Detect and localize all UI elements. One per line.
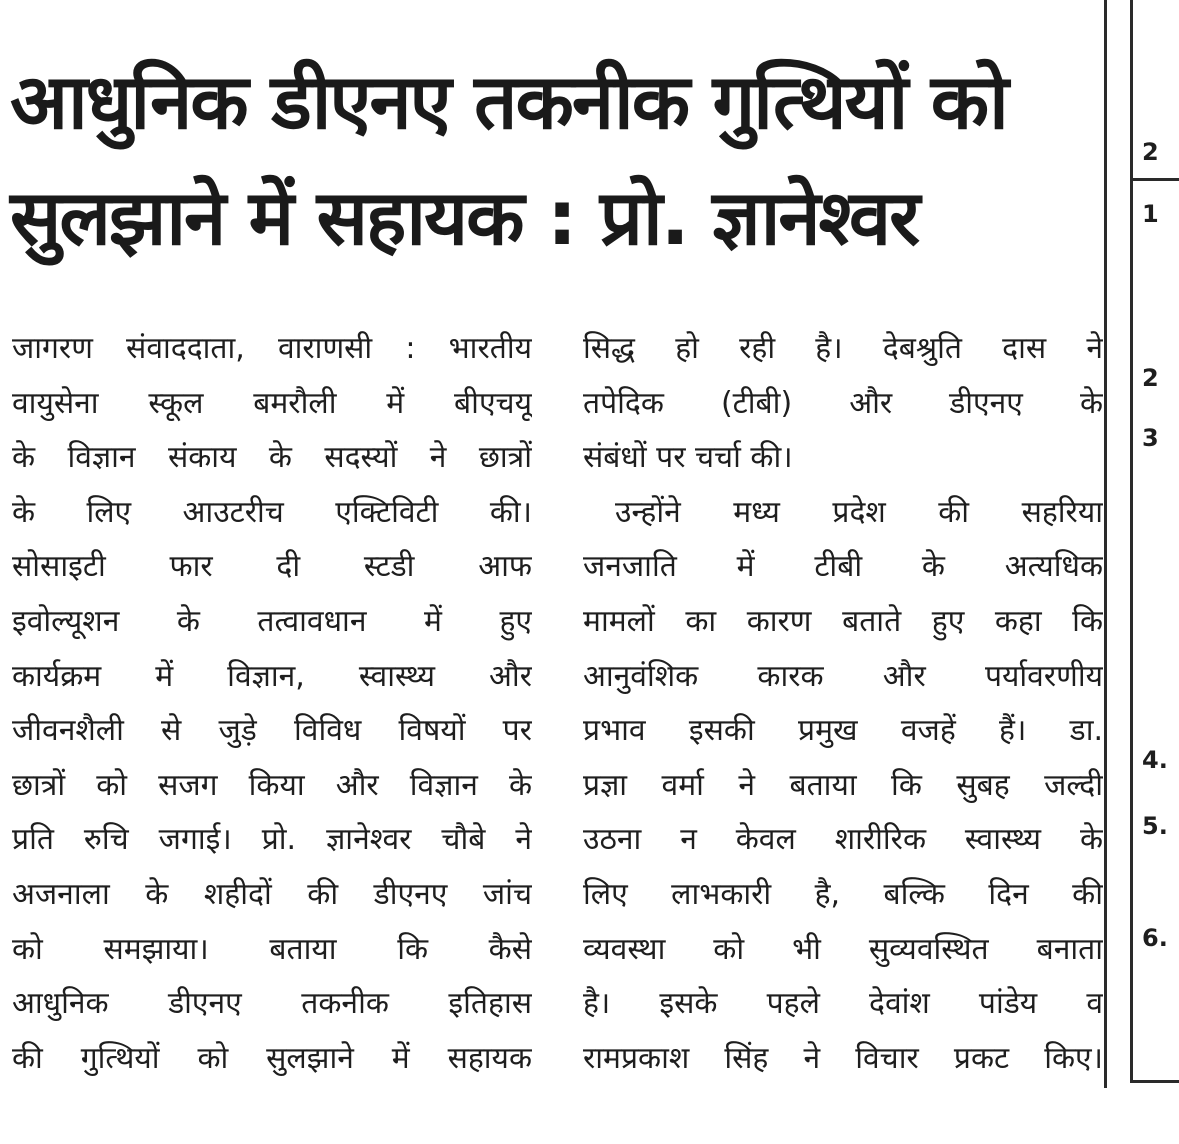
article-column-right	[583, 322, 1103, 1086]
article-line: आधुनिक डीएनए तकनीक इतिहास	[12, 986, 532, 1022]
side-number: 2	[1142, 138, 1159, 166]
article-line: की गुत्थियों को सुलझाने में सहायक	[12, 1040, 532, 1076]
headline-line-1: आधुनिक डीएनए तकनीक गुत्थियों को	[10, 57, 1007, 146]
side-number: 1	[1142, 200, 1159, 228]
headline-line-2: सुलझाने में सहायक : प्रो. ज्ञानेश्वर	[10, 173, 919, 262]
article-line: छात्रों को सजग किया और विज्ञान के	[12, 767, 532, 803]
column-divider	[1104, 0, 1107, 1088]
article-line: मामलों का कारण बताते हुए कहा कि	[583, 603, 1103, 639]
side-number: 2	[1142, 364, 1159, 392]
article-line: सिद्ध हो रही है। देबश्रुति दास ने	[583, 331, 1103, 366]
article-line: को समझाया। बताया कि कैसे	[12, 931, 532, 967]
article-line: वायुसेना स्कूल बमरौली में बीएचयू	[12, 385, 532, 421]
article-line: अजनाला के शहीदों की डीएनए जांच	[12, 876, 532, 912]
article-line: प्रज्ञा वर्मा ने बताया कि सुबह जल्दी	[583, 767, 1103, 803]
article-line: इवोल्यूशन के तत्वावधान में हुए	[12, 603, 532, 639]
article-line: रामप्रकाश सिंह ने विचार प्रकट किए।	[583, 1040, 1103, 1076]
article-line: है। इसके पहले देवांश पांडेय व	[583, 986, 1103, 1022]
article-line: उन्होंने मध्य प्रदेश की सहरिया	[615, 494, 1103, 530]
article-line: उठना न केवल शारीरिक स्वास्थ्य के	[583, 822, 1103, 858]
article-line: के लिए आउटरीच एक्टिविटी की।	[12, 494, 532, 530]
article-line: प्रभाव इसकी प्रमुख वजहें हैं। डा.	[583, 713, 1103, 749]
article-line: कार्यक्रम में विज्ञान, स्वास्थ्य और	[12, 658, 532, 694]
adjacent-article-rule	[1133, 178, 1179, 181]
article-line: जागरण संवाददाता, वाराणसी : भारतीय	[12, 331, 532, 366]
article-column-left	[12, 322, 532, 1086]
article-line: व्यवस्था को भी सुव्यवस्थित बनाता	[583, 931, 1103, 967]
side-number: 6.	[1142, 924, 1168, 952]
article-line: संबंधों पर चर्चा की।	[583, 440, 793, 476]
side-number: 5.	[1142, 812, 1168, 840]
article-line: लिए लाभकारी है, बल्कि दिन की	[583, 876, 1103, 912]
article-line: के विज्ञान संकाय के सदस्यों ने छात्रों	[12, 440, 532, 476]
article-line: जीवनशैली से जुड़े विविध विषयों पर	[12, 713, 532, 749]
article-line: तपेदिक (टीबी) और डीएनए के	[583, 385, 1103, 421]
article-line: आनुवंशिक कारक और पर्यावरणीय	[583, 658, 1103, 694]
side-number: 3	[1142, 424, 1159, 452]
article-line: प्रति रुचि जगाई। प्रो. ज्ञानेश्वर चौबे ने	[12, 822, 532, 858]
article-line: जनजाति में टीबी के अत्यधिक	[583, 549, 1103, 585]
side-number: 4.	[1142, 746, 1168, 774]
article-line: सोसाइटी फार दी स्टडी आफ	[12, 549, 532, 585]
